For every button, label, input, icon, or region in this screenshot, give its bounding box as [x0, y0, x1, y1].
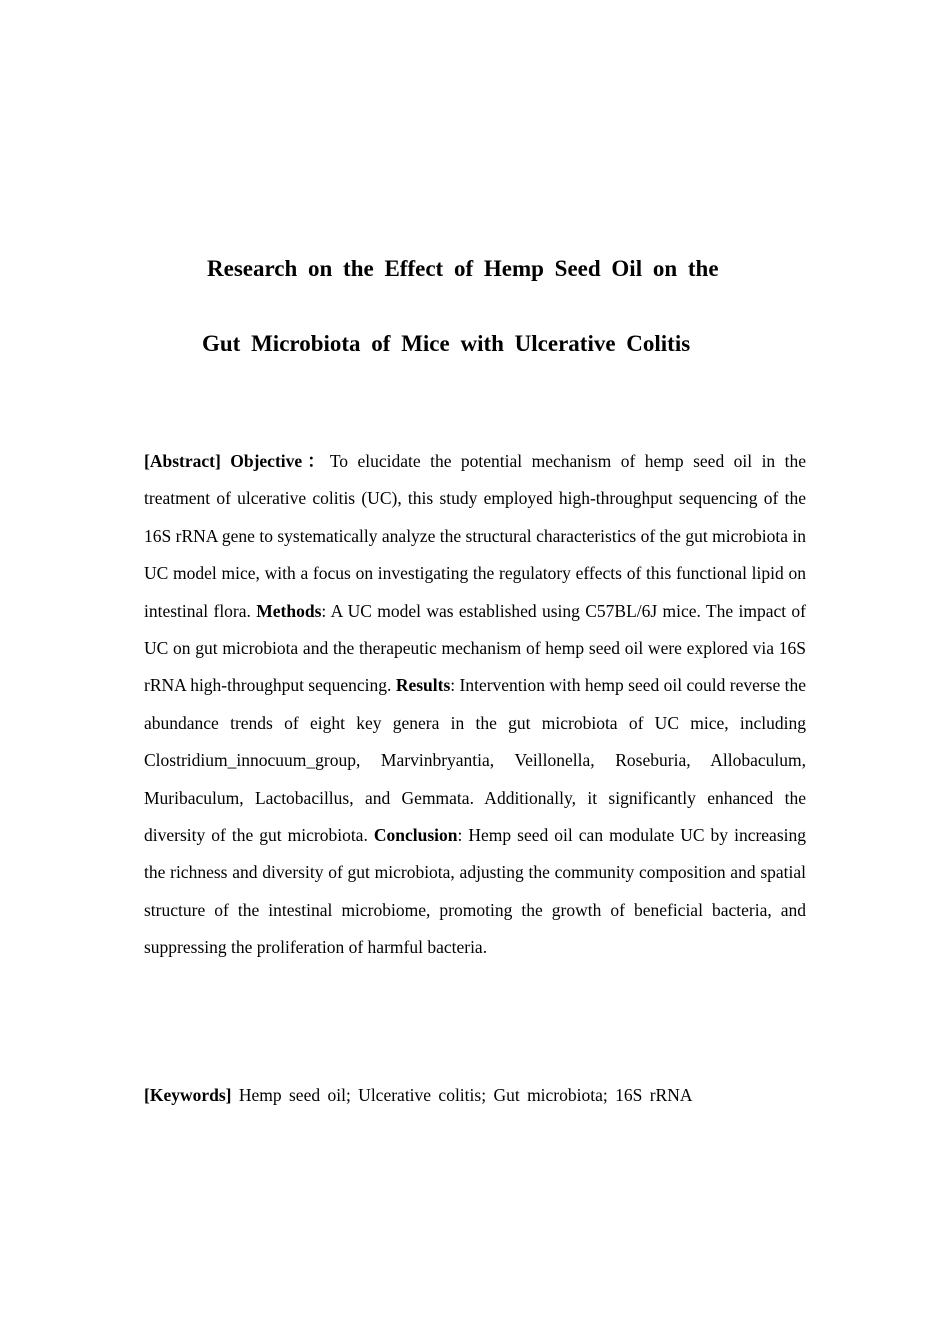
- paper-title-line-2: Gut Microbiota of Mice with Ulcerative Colitis: [202, 331, 691, 356]
- results-text: : Intervention with hemp seed oil could reverse the abundance trends of eight key genera in the gut microbiota of UC mice, including Clostridium_innocuum_group, Marvinbryantia, Veillonella, Roseburia, Allobaculum, Muribaculum, Lactobacillus, and Gemmata. Additionally, it significantly enhanced the diversity of the gut microbiota.: [144, 675, 807, 846]
- methods-label: Methods: [256, 600, 322, 621]
- results-label: Results: [395, 675, 451, 696]
- paper-title-line-1: Research on the Effect of Hemp Seed Oil on the: [207, 256, 719, 281]
- keywords-paragraph: [144, 1077, 806, 1114]
- objective-label: Objective：: [230, 451, 330, 471]
- abstract-label: [Abstract]: [144, 451, 221, 471]
- conclusion-text: : Hemp seed oil can modulate UC by increasing the richness and diversity of gut microbiota, adjusting the community composition and spatial structure of the intestinal microbiome, promoting the growth of beneficial bacteria, and suppressing the proliferation of harmful bacteria.: [144, 825, 806, 958]
- conclusion-label: Conclusion: [373, 825, 458, 846]
- abstract-paragraph: [144, 443, 806, 967]
- keywords-text: Hemp seed oil; Ulcerative colitis; Gut microbiota; 16S rRNA: [238, 1085, 693, 1105]
- methods-text: : A UC model was established using C57BL/6J mice. The impact of UC on gut microbiota and the therapeutic mechanism of hemp seed oil were explored via 16S rRNA high-throughput sequencing.: [144, 600, 807, 696]
- objective-text: To elucidate the potential mechanism of hemp seed oil in the treatment of ulcerative colitis (UC), this study employed high-throughput sequencing of the 16S rRNA gene to systematically analyze the structural characteristics of the gut microbiota in UC model mice, with a focus on investigating the regulatory effects of this functional lipid on intestinal flora.: [144, 451, 807, 621]
- keywords-label: [Keywords]: [144, 1085, 232, 1105]
